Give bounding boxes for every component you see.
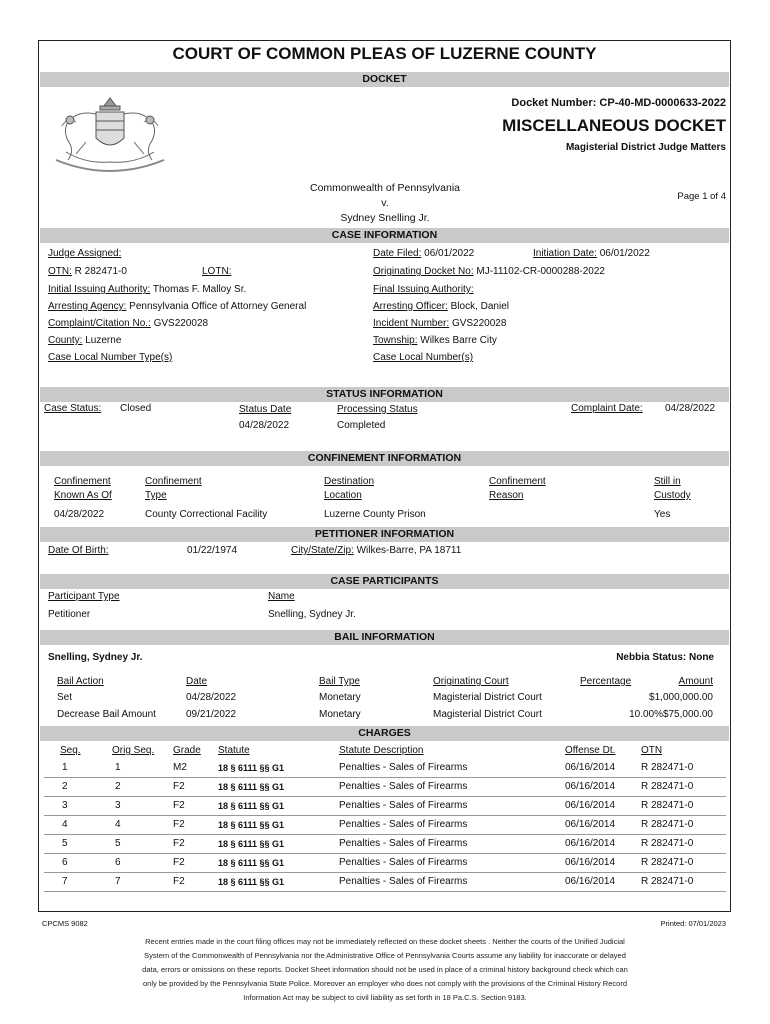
cc-value: GVS220028 xyxy=(153,318,209,329)
charge-4-offense-date: 06/16/2014 xyxy=(565,819,616,830)
township-value: Wilkes Barre City xyxy=(420,335,497,346)
charge-7-orig-seq: 7 xyxy=(115,876,121,887)
charge-divider xyxy=(44,872,726,873)
charge-3-otn: R 282471-0 xyxy=(641,800,694,811)
disclaimer-line-4: only be provided by the Pennsylvania State Police. Moreover an employer who does not comply with the provisions of the Criminal History Record xyxy=(143,979,627,988)
conf-custody: Yes xyxy=(654,509,671,520)
bail-information-band: BAIL INFORMATION xyxy=(40,630,729,645)
charges-header-statute: Statute xyxy=(218,745,250,756)
bail-row-2-percentage: 10.00% xyxy=(629,709,663,720)
disclaimer-line-1: Recent entries made in the court filing offices may not be immediately reflected on these docket sheets . Neither the courts of the Unified Judicial xyxy=(145,937,625,946)
bail-header-court: Originating Court xyxy=(433,676,509,687)
disclaimer-line-5: Information Act may be subject to civil liability as set forth in 18 Pa.C.S. Section 9183. xyxy=(243,993,527,1002)
charge-6-seq: 6 xyxy=(62,857,68,868)
charge-2-description: Penalties - Sales of Firearms xyxy=(339,781,468,792)
complaint-date-label: Complaint Date: xyxy=(571,403,643,414)
charge-5-seq: 5 xyxy=(62,838,68,849)
officer-label: Arresting Officer: xyxy=(373,301,448,312)
init-date-value: 06/01/2022 xyxy=(599,248,650,259)
judge-assigned-label: Judge Assigned: xyxy=(48,248,122,259)
charge-6-statute: 18 § 6111 §§ G1 xyxy=(218,858,285,868)
charge-1-grade: M2 xyxy=(173,762,187,773)
date-filed-value: 06/01/2022 xyxy=(424,248,475,259)
case-status-value: Closed xyxy=(120,403,152,414)
charge-7-statute: 18 § 6111 §§ G1 xyxy=(218,877,285,887)
charges-header-description: Statute Description xyxy=(339,745,424,756)
charge-1-description: Penalties - Sales of Firearms xyxy=(339,762,468,773)
city-state-zip xyxy=(291,545,461,556)
participant-type-label: Participant Type xyxy=(48,591,120,602)
township-label: Township: xyxy=(373,335,418,346)
case-participants-band: CASE PARTICIPANTS xyxy=(40,574,729,589)
initiation-date xyxy=(533,248,650,259)
conf-h2a: Confinement xyxy=(145,476,202,487)
processing-status-value: Completed xyxy=(337,420,386,431)
final-issuing-authority-label: Final Issuing Authority: xyxy=(373,284,474,295)
charges-header-offense-date: Offense Dt. xyxy=(565,745,616,756)
conf-location: Luzerne County Prison xyxy=(324,509,426,520)
charge-7-grade: F2 xyxy=(173,876,185,887)
csz-label: City/State/Zip: xyxy=(291,545,354,556)
charge-2-grade: F2 xyxy=(173,781,185,792)
township xyxy=(373,335,497,346)
charge-5-offense-date: 06/16/2014 xyxy=(565,838,616,849)
charge-5-statute: 18 § 6111 §§ G1 xyxy=(218,839,285,849)
charge-divider xyxy=(44,777,726,778)
otn-label: OTN: xyxy=(48,266,72,277)
disclaimer xyxy=(70,935,700,1005)
conf-h1b: Known As Of xyxy=(54,490,112,501)
conf-h2b: Type xyxy=(145,490,167,501)
printed-date: Printed: 07/01/2023 xyxy=(660,919,726,928)
charge-3-description: Penalties - Sales of Firearms xyxy=(339,800,468,811)
participant-name-label: Name xyxy=(268,591,295,602)
bail-row-1-type: Monetary xyxy=(319,692,361,703)
orig-docket-value: MJ-11102-CR-0000288-2022 xyxy=(476,266,605,277)
bail-row-2-court: Magisterial District Court xyxy=(433,709,542,720)
bail-row-1-amount: $1,000,000.00 xyxy=(649,692,713,703)
originating-docket xyxy=(373,266,605,277)
charge-7-otn: R 282471-0 xyxy=(641,876,694,887)
bail-row-1-action: Set xyxy=(57,692,73,703)
charge-5-orig-seq: 5 xyxy=(115,838,121,849)
bail-row-2-date: 09/21/2022 xyxy=(186,709,237,720)
processing-status-label: Processing Status xyxy=(337,404,418,415)
case-information-band: CASE INFORMATION xyxy=(40,228,729,243)
otn-value: R 282471-0 xyxy=(74,266,127,277)
orig-docket-label: Originating Docket No: xyxy=(373,266,474,277)
otn-field xyxy=(48,266,127,277)
charge-4-orig-seq: 4 xyxy=(115,819,121,830)
iia-value: Thomas F. Malloy Sr. xyxy=(152,284,247,295)
charge-7-description: Penalties - Sales of Firearms xyxy=(339,876,468,887)
charge-2-seq: 2 xyxy=(62,781,68,792)
charge-divider xyxy=(44,796,726,797)
arresting-agency xyxy=(48,301,306,312)
page-indicator: Page 1 of 4 xyxy=(677,191,726,202)
charges-header-seq: Seq. xyxy=(60,745,81,756)
aa-value: Pennsylvania Office of Attorney General xyxy=(129,301,307,312)
charge-2-orig-seq: 2 xyxy=(115,781,121,792)
charge-divider xyxy=(44,891,726,892)
arresting-officer xyxy=(373,301,509,312)
charge-7-offense-date: 06/16/2014 xyxy=(565,876,616,887)
conf-h1a: Confinement xyxy=(54,476,111,487)
docket-subtype: Magisterial District Judge Matters xyxy=(565,142,726,153)
charges-header-otn: OTN xyxy=(641,745,663,756)
charge-4-grade: F2 xyxy=(173,819,185,830)
charge-1-seq: 1 xyxy=(62,762,68,773)
dob-value: 01/22/1974 xyxy=(187,545,238,556)
csz-value: Wilkes-Barre, PA 18711 xyxy=(356,545,462,556)
charge-1-otn: R 282471-0 xyxy=(641,762,694,773)
charge-3-grade: F2 xyxy=(173,800,185,811)
cc-label: Complaint/Citation No.: xyxy=(48,318,151,329)
conf-col-reason xyxy=(489,475,546,503)
charges-header-grade: Grade xyxy=(173,745,201,756)
charge-1-orig-seq: 1 xyxy=(115,762,121,773)
charge-divider xyxy=(44,815,726,816)
lotn-label: LOTN: xyxy=(202,266,232,277)
charge-4-seq: 4 xyxy=(62,819,68,830)
nebbia-status: Nebbia Status: None xyxy=(616,652,714,663)
bail-row-1-court: Magisterial District Court xyxy=(433,692,542,703)
bail-header-amount: Amount xyxy=(678,676,713,687)
conf-col-custody xyxy=(654,475,691,503)
charge-2-offense-date: 06/16/2014 xyxy=(565,781,616,792)
caption-versus: v. xyxy=(381,197,389,209)
officer-value: Block, Daniel xyxy=(450,301,509,312)
charge-6-otn: R 282471-0 xyxy=(641,857,694,868)
conf-known-as-of: 04/28/2022 xyxy=(54,509,105,520)
county-value: Luzerne xyxy=(85,335,122,346)
aa-label: Arresting Agency: xyxy=(48,301,127,312)
case-local-numbers: Case Local Number(s) xyxy=(373,352,474,363)
bail-person: Snelling, Sydney Jr. xyxy=(48,652,143,663)
charge-5-grade: F2 xyxy=(173,838,185,849)
complaint-citation xyxy=(48,318,208,329)
county xyxy=(48,335,121,346)
charge-6-description: Penalties - Sales of Firearms xyxy=(339,857,468,868)
court-title: COURT OF COMMON PLEAS OF LUZERNE COUNTY xyxy=(172,44,597,63)
confinement-information-band: CONFINEMENT INFORMATION xyxy=(40,451,729,466)
iia-label: Initial Issuing Authority: xyxy=(48,284,151,295)
conf-h5a: Still in xyxy=(654,476,681,487)
participant-name-value: Snelling, Sydney Jr. xyxy=(268,609,356,620)
date-filed-label: Date Filed: xyxy=(373,248,422,259)
bail-header-action: Bail Action xyxy=(57,676,104,687)
charge-6-grade: F2 xyxy=(173,857,185,868)
charge-3-statute: 18 § 6111 §§ G1 xyxy=(218,801,285,811)
conf-h5b: Custody xyxy=(654,490,691,501)
docket-band: DOCKET xyxy=(40,72,729,87)
form-number: CPCMS 9082 xyxy=(42,919,88,928)
bail-row-1-date: 04/28/2022 xyxy=(186,692,237,703)
charge-6-orig-seq: 6 xyxy=(115,857,121,868)
docket-number: Docket Number: CP-40-MD-0000633-2022 xyxy=(511,97,726,109)
charge-6-offense-date: 06/16/2014 xyxy=(565,857,616,868)
complaint-date-value: 04/28/2022 xyxy=(665,403,716,414)
status-date-value: 04/28/2022 xyxy=(239,420,290,431)
charge-divider xyxy=(44,853,726,854)
bail-row-2-type: Monetary xyxy=(319,709,361,720)
charge-3-seq: 3 xyxy=(62,800,68,811)
charge-1-statute: 18 § 6111 §§ G1 xyxy=(218,763,285,773)
incident-label: Incident Number: xyxy=(373,318,450,329)
charge-4-otn: R 282471-0 xyxy=(641,819,694,830)
conf-col-known-as-of xyxy=(54,475,112,503)
bail-row-2-amount: $75,000.00 xyxy=(662,709,713,720)
conf-h3b: Location xyxy=(324,490,362,501)
charge-2-statute: 18 § 6111 §§ G1 xyxy=(218,782,285,792)
charge-7-seq: 7 xyxy=(62,876,68,887)
charge-5-otn: R 282471-0 xyxy=(641,838,694,849)
county-label: County: xyxy=(48,335,83,346)
charge-4-description: Penalties - Sales of Firearms xyxy=(339,819,468,830)
conf-h4b: Reason xyxy=(489,490,524,501)
disclaimer-line-3: data, errors or omissions on these reports. Docket Sheet information should not be used in place of a criminal history background check which can xyxy=(142,965,628,974)
charge-4-statute: 18 § 6111 §§ G1 xyxy=(218,820,285,830)
charge-5-description: Penalties - Sales of Firearms xyxy=(339,838,468,849)
bail-row-2-action: Decrease Bail Amount xyxy=(57,709,156,720)
dob-label: Date Of Birth: xyxy=(48,545,109,556)
bail-header-percentage: Percentage xyxy=(580,676,632,687)
incident-value: GVS220028 xyxy=(451,318,507,329)
disclaimer-line-2: System of the Commonwealth of Pennsylvania nor the Administrative Office of Pennsylvania Courts assume any liability for inaccurate or delayed xyxy=(144,951,626,960)
incident-number xyxy=(373,318,506,329)
charge-2-otn: R 282471-0 xyxy=(641,781,694,792)
charge-3-offense-date: 06/16/2014 xyxy=(565,800,616,811)
charge-3-orig-seq: 3 xyxy=(115,800,121,811)
pennsylvania-coat-of-arms-icon xyxy=(46,92,174,178)
caption-defendant: Sydney Snelling Jr. xyxy=(340,212,430,224)
init-date-label: Initiation Date: xyxy=(533,248,597,259)
bail-header-type: Bail Type xyxy=(319,676,360,687)
case-caption xyxy=(235,181,535,226)
conf-h4a: Confinement xyxy=(489,476,546,487)
conf-h3a: Destination xyxy=(324,476,375,487)
status-information-band: STATUS INFORMATION xyxy=(40,387,729,402)
charge-divider xyxy=(44,834,726,835)
bail-header-date: Date xyxy=(186,676,208,687)
initial-issuing-authority xyxy=(48,284,246,295)
participant-type-value: Petitioner xyxy=(48,609,91,620)
petitioner-information-band: PETITIONER INFORMATION xyxy=(40,527,729,542)
case-status-label: Case Status: xyxy=(44,403,102,414)
conf-col-location xyxy=(324,475,374,503)
charge-1-offense-date: 06/16/2014 xyxy=(565,762,616,773)
charges-band: CHARGES xyxy=(40,726,729,741)
case-local-number-type: Case Local Number Type(s) xyxy=(48,352,173,363)
caption-plaintiff: Commonwealth of Pennsylvania xyxy=(310,182,460,194)
conf-col-type xyxy=(145,475,202,503)
date-filed xyxy=(373,248,474,259)
status-date-label: Status Date xyxy=(239,404,292,415)
conf-type: County Correctional Facility xyxy=(145,509,268,520)
docket-type: MISCELLANEOUS DOCKET xyxy=(502,116,726,135)
charges-header-orig-seq: Orig Seq. xyxy=(112,745,155,756)
